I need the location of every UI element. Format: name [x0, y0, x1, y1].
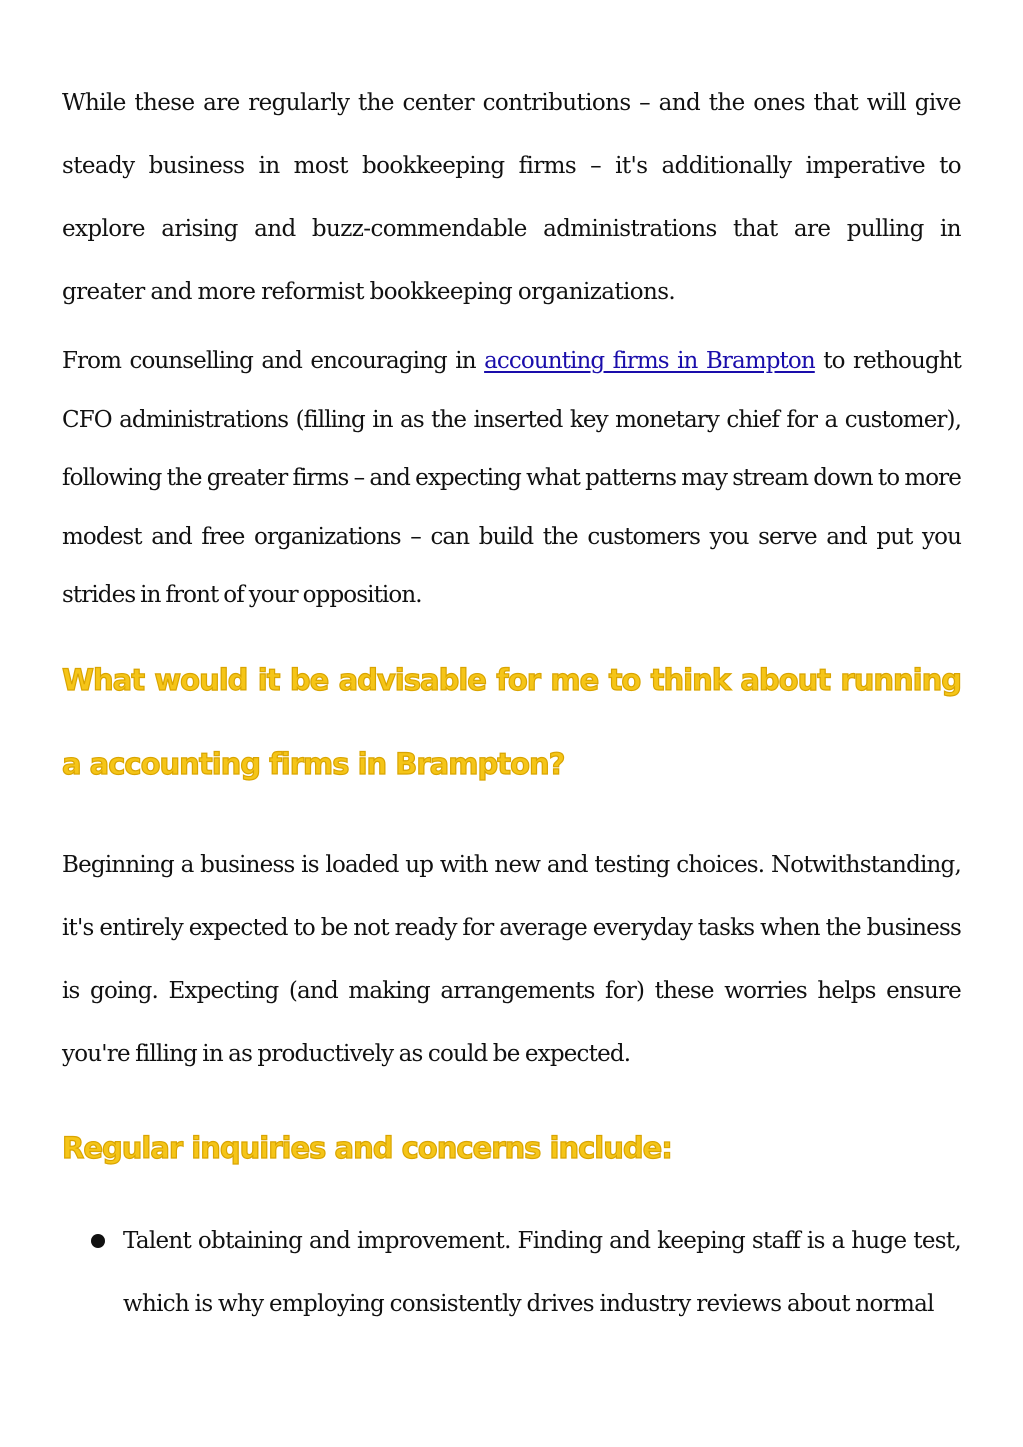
list-item-text: Talent obtaining and improvement. Finding and keeping staff is a huge test, which is why employing consistently drives industry reviews about normal: [123, 1227, 961, 1317]
intro-paragraph: While these are regularly the center contributions – and the ones that will give steady business in most bookkeeping firms – it's additionally imperative to explore arising and buzz-commendable administrations that are pulling in greater and more reformist bookkeeping organizations.: [62, 90, 961, 305]
heading-concerns: Regular inquiries and concerns include:: [62, 1130, 672, 1165]
document-page: [62, 72, 961, 1336]
services-text-start: From counselling and encouraging in: [62, 348, 485, 374]
bullet-icon: [91, 1234, 105, 1248]
choices-paragraph: Beginning a business is loaded up with new and testing choices. Notwithstanding, it's entirely expected to be not ready for average everyday tasks when the business is going. Expecting (and making arrangements for) these worries helps ensure you're filling in as productively as could be expected.: [62, 851, 961, 1067]
accounting-firms-link[interactable]: accounting firms in Brampton: [484, 348, 815, 374]
concerns-list: [62, 1210, 961, 1336]
heading-running-firm: What would it be advisable for me to think about running a accounting firms in Brampton?: [62, 662, 961, 781]
services-paragraph: [62, 332, 961, 625]
list-item: [62, 1210, 961, 1336]
services-text-end: to rethought CFO administrations (filling in as the inserted key monetary chief for a customer), following the greater firms – and expecting what patterns may stream down to more modest and free organizations – can build the customers you serve and put you strides in front of your opposition.: [62, 348, 961, 608]
